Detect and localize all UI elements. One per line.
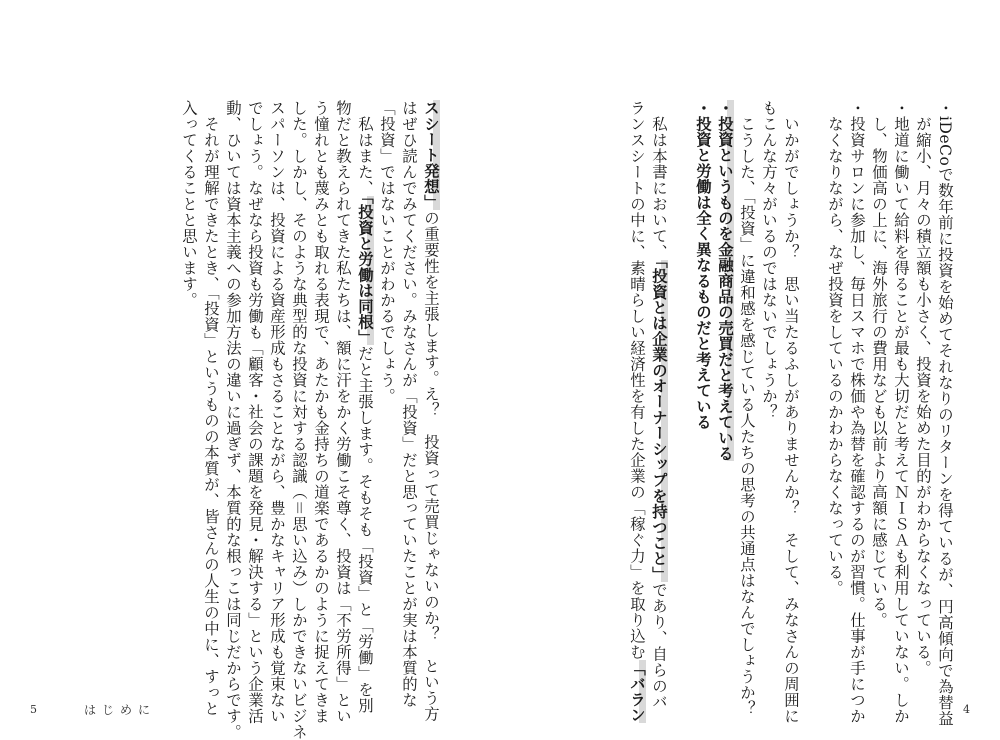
body-text: の重要性を主張します。え？ 投資って売買じゃないのか？ という方: [422, 209, 440, 722]
text-line: [934, 100, 956, 727]
left-page-text: [178, 100, 442, 740]
text-line: [222, 100, 244, 740]
body-text: う憧れとも蔑みとも取れる表現で、あたかも金持ちの道楽であるかのように捉えてきま: [312, 100, 330, 724]
text-line: [648, 100, 670, 710]
page-number-left: 5: [30, 703, 37, 716]
body-text: 入ってくることと思います。: [180, 100, 198, 308]
body-text: ・投資サロンに参加し、毎日スマホで株価や為替を確認するのが習慣。仕事が手につか: [848, 100, 866, 724]
text-line: [332, 100, 354, 724]
body-text: 物だと教えられてきた私たちは、額に汗をかく労働こそ尊く、投資は「不労所得」とい: [334, 100, 352, 724]
body-text: それが理解できたとき、「投資」というものの本質が、皆さんの人生の中に、すっと: [202, 100, 220, 717]
body-text: でしょう。なぜなら投資も労働も「顧客・社会の課題を発見・解決する」という企業活: [246, 100, 264, 724]
text-line: [626, 100, 648, 723]
left-page: [0, 0, 500, 739]
body-text: 私はまた、: [356, 100, 374, 196]
body-text: ランスシートの中に、素晴らしい経済性を有した企業の「稼ぐ力」を取り込む: [628, 100, 646, 660]
text-line: [244, 100, 266, 724]
text-line: [178, 100, 200, 660]
text-line: [846, 100, 868, 724]
emphasis-text: 「投資とは企業のオーナーシップを持つこと」: [650, 260, 668, 582]
text-line: [868, 100, 890, 660]
body-text: スパーソンは、投資による資産形成もさることながら、豊かなキャリア形成も覚束ない: [268, 100, 286, 724]
text-line: [692, 100, 714, 660]
page-number-right: 4: [963, 703, 970, 716]
body-text: ・地道に働いて給料を得ることが最も大切だと考えてＮＩＳＡも利用していない。しか: [892, 100, 910, 724]
body-text: 私は本書において、: [650, 100, 668, 260]
text-line: [758, 100, 780, 660]
body-text: し、物価高の上に、海外旅行の費用なども以前より高額に感じている。: [870, 100, 888, 628]
body-text: なくなりながら、なぜ投資をしているのかわからなくなっている。: [826, 100, 844, 596]
text-line: [780, 100, 802, 724]
text-line: [288, 100, 310, 740]
text-line: [310, 100, 332, 724]
body-text: ・iDeCoで数年前に投資を始めてそれなりのリターンを得ているが、円高傾向で為替益: [936, 100, 954, 727]
emphasis-text: スシート発想」: [422, 100, 440, 210]
body-text: 「投資」ではないことがわかるでしょう。: [378, 100, 396, 404]
running-head: はじめに: [84, 703, 157, 717]
body-text: もこんな方々がいるのではないでしょうか？: [760, 100, 778, 420]
right-page-text: [626, 100, 956, 727]
text-line: [376, 100, 398, 660]
body-text: 動、ひいては資本主義への参加方法の違いに過ぎず、本質的な根っこは同じだからです。: [224, 100, 242, 740]
text-line: [912, 100, 934, 676]
body-text: はぜひ読んでみてください。みなさんが「投資」だと思っていたことが実は本質的な: [400, 100, 418, 708]
emphasis-text: 「バラン: [628, 660, 646, 723]
body-text: いかがでしょうか？ 思い当たるふしがありませんか？ そして、みなさんの周囲に: [782, 100, 800, 724]
text-line: [200, 100, 222, 717]
emphasis-text: 「投資と労働は同根」: [356, 196, 374, 346]
text-line: [398, 100, 420, 708]
body-text: した。しかし、そのような典型的な投資に対する認識（＝思い込み）しかできないビジネ: [290, 100, 308, 740]
body-text: だと主張します。そもそも「投資」と「労働」を別: [356, 345, 374, 714]
text-line: [714, 100, 736, 660]
body-text: こうした、「投資」に違和感を感じている人たちの思考の共通点はなんでしょうか？: [738, 100, 756, 717]
text-line: [890, 100, 912, 724]
text-line: [802, 100, 824, 660]
text-line: [736, 100, 758, 717]
body-text: が縮小、月々の積立額も小さく、投資を始めた目的がわからなくなっている。: [914, 100, 932, 676]
right-page: [500, 0, 1000, 739]
text-line: [420, 100, 442, 722]
text-line: [354, 100, 376, 714]
emphasis-text: ・投資というものを金融商品の売買だと考えている: [716, 100, 734, 462]
emphasis-text: ・投資と労働は全く異なるものだと考えている: [694, 100, 712, 430]
text-line: [824, 100, 846, 660]
body-text: であり、自らのバ: [650, 582, 668, 710]
text-line: [670, 100, 692, 660]
text-line: [266, 100, 288, 724]
